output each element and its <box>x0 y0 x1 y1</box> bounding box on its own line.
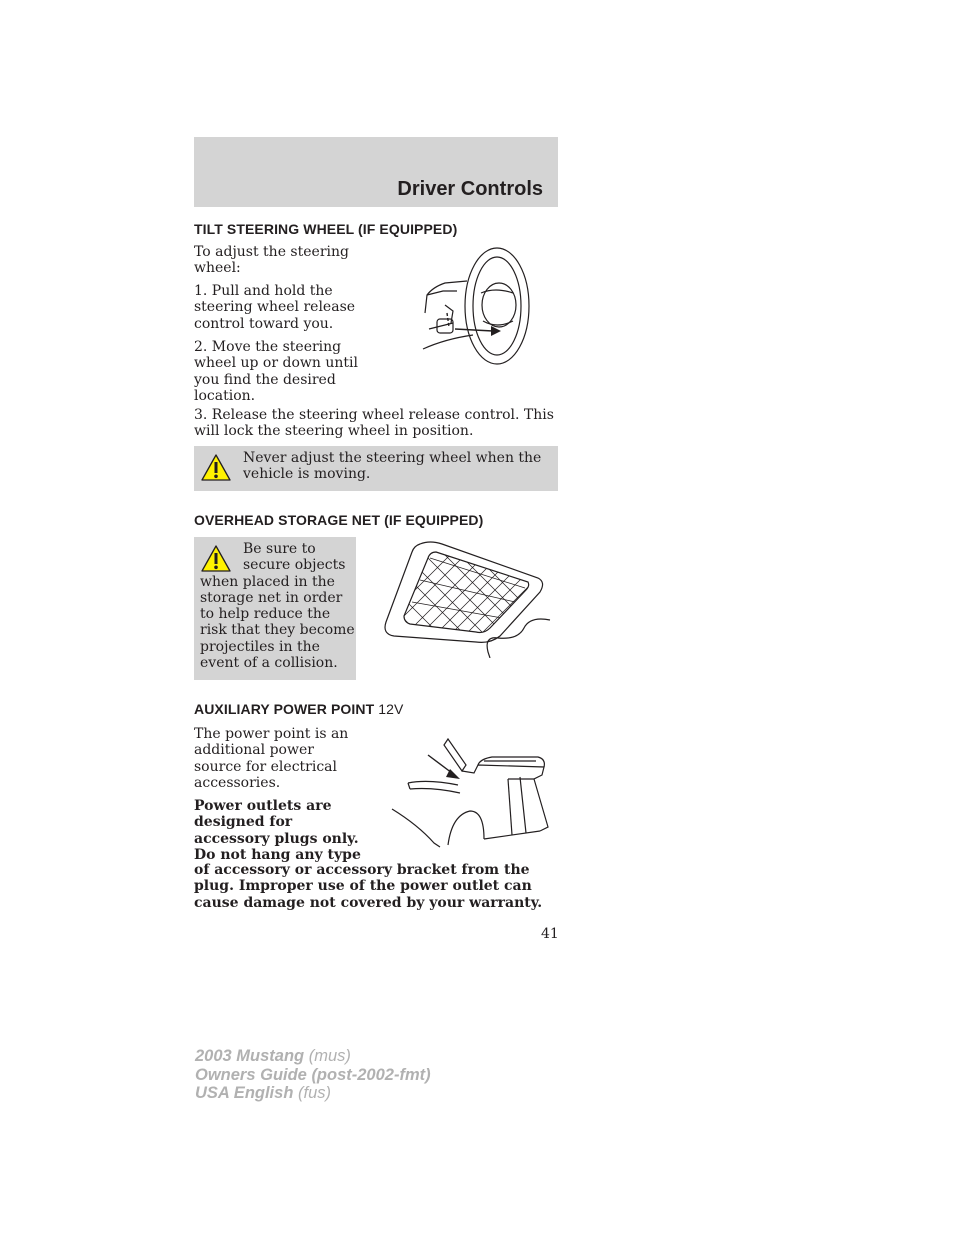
warning-triangle-icon <box>200 453 232 482</box>
tilt-warning-box <box>194 446 558 491</box>
storage-net-warning-box <box>194 537 356 680</box>
storage-net-warning-text: when placed in the storage net in order to help reduce the risk that they become projectiles in the event of a collision. <box>200 573 355 672</box>
tilt-intro: To adjust the steering wheel: <box>194 244 349 277</box>
section-title: Driver Controls <box>397 178 543 200</box>
power-point-intro: The power point is an additional power source for electrical accessories. <box>194 726 349 791</box>
storage-net-heading: OVERHEAD STORAGE NET (IF EQUIPPED) <box>194 512 484 528</box>
page-number: 41 <box>541 926 559 942</box>
tilt-step-1: 1. Pull and hold the steering wheel release control toward you. <box>194 283 356 332</box>
power-point-heading: AUXILIARY POWER POINT 12V <box>194 701 404 717</box>
power-point-illustration <box>388 735 554 851</box>
warning-triangle-icon <box>200 544 232 573</box>
steering-wheel-illustration <box>415 243 535 369</box>
footer-line-2: Owners Guide (post-2002-fmt) <box>195 1065 431 1084</box>
tilt-warning-text: Never adjust the steering wheel when the vehicle is moving. <box>243 450 542 483</box>
storage-net-warning-text-top: Be sure to secure objects <box>243 541 346 574</box>
power-point-caution-short: Power outlets are designed for accessory plugs only. Do not hang any type <box>194 798 361 863</box>
power-point-12v-label: 12V <box>378 701 404 717</box>
tilt-step-3: 3. Release the steering wheel release control. This will lock the steering wheel in position. <box>194 407 554 440</box>
document-footer <box>195 1047 431 1103</box>
footer-line-3: USA English (fus) <box>195 1084 331 1102</box>
footer-line-1: 2003 Mustang (mus) <box>195 1047 351 1065</box>
tilt-steering-heading: TILT STEERING WHEEL (IF EQUIPPED) <box>194 221 458 237</box>
tilt-step-2: 2. Move the steering wheel up or down until you find the desired location. <box>194 339 358 404</box>
section-header <box>194 137 558 207</box>
power-point-caution-long: of accessory or accessory bracket from the plug. Improper use of the power outlet can cause damage not covered by your warranty. <box>194 862 543 911</box>
storage-net-illustration <box>380 540 554 658</box>
